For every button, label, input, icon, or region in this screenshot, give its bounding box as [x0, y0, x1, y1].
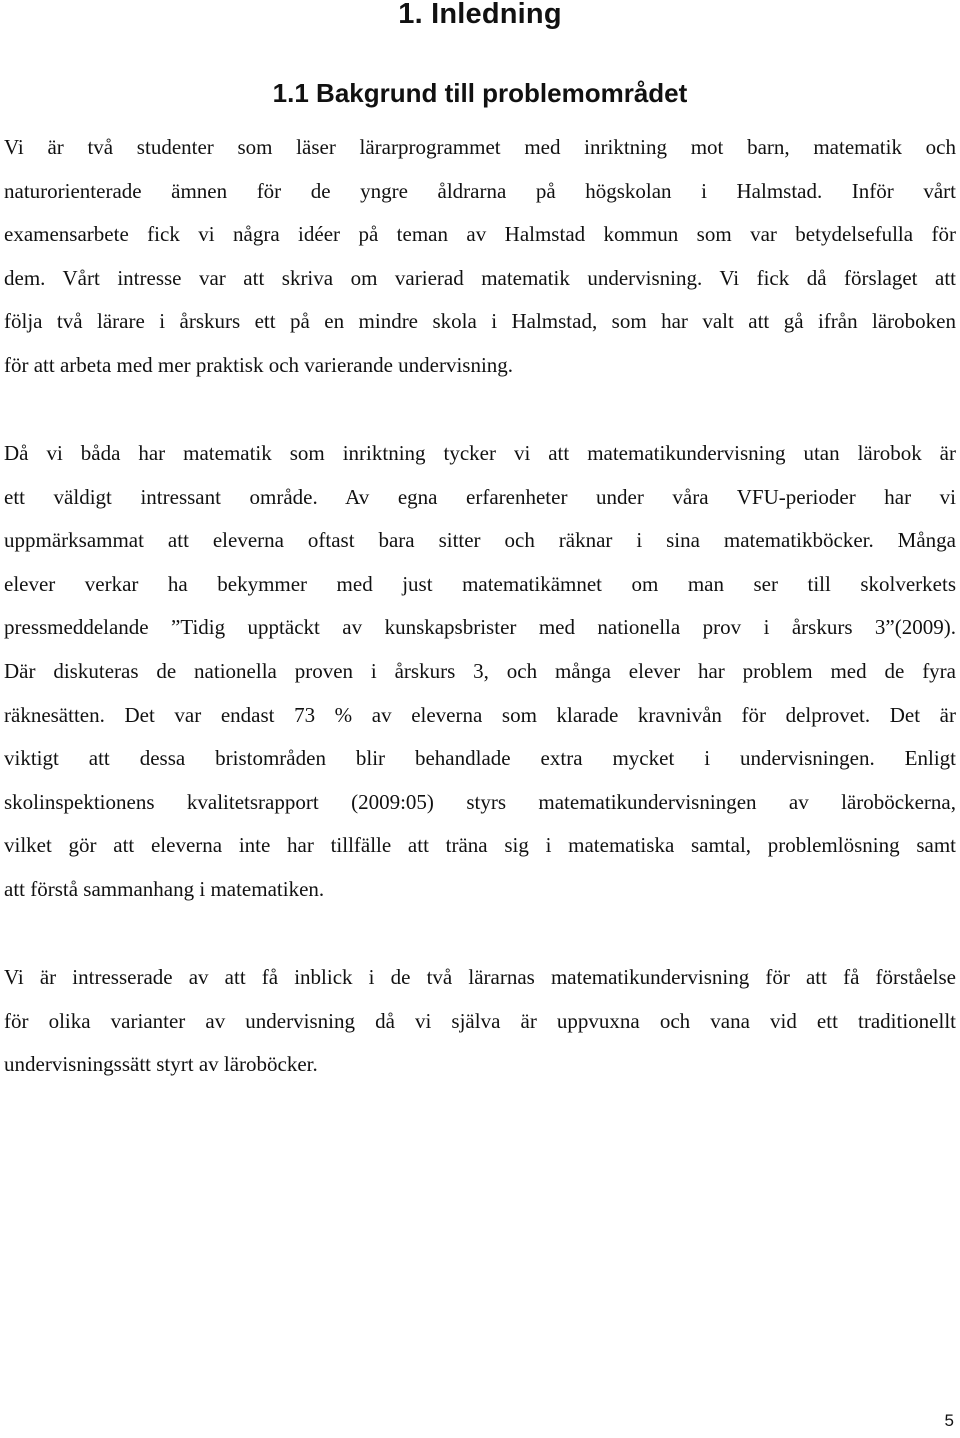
- paragraph-line: räknesätten. Det var endast 73 % av eleverna som klarade kravnivån för delprovet. Det är: [4, 702, 956, 727]
- paragraph-1: [4, 126, 956, 388]
- paragraph-line: elever verkar ha bekymmer med just matematikämnet om man ser till skolverkets: [4, 571, 956, 596]
- paragraph-line: pressmeddelande ”Tidig upptäckt av kunskapsbrister med nationella prov i årskurs 3”(2009).: [4, 615, 956, 640]
- paragraph-line: Där diskuteras de nationella proven i årskurs 3, och många elever har problem med de fyra: [4, 658, 956, 683]
- paragraph-2: [4, 432, 956, 912]
- paragraph-line: för olika varianter av undervisning då vi själva är uppvuxna och vana vid ett traditionellt: [4, 1008, 956, 1033]
- paragraph-line: följa två lärare i årskurs ett på en mindre skola i Halmstad, som har valt att gå ifrån läroboken: [4, 309, 956, 334]
- paragraph-3: [4, 956, 956, 1087]
- paragraph-line: vilket gör att eleverna inte har tillfälle att träna sig i matematiska samtal, problemlösning samt: [4, 833, 956, 858]
- paragraph-line: examensarbete fick vi några idéer på teman av Halmstad kommun som var betydelsefulla för: [4, 222, 956, 247]
- paragraph-line: uppmärksammat att eleverna oftast bara sitter och räknar i sina matematikböcker. Många: [4, 528, 956, 553]
- paragraph-line: dem. Vårt intresse var att skriva om varierad matematik undervisning. Vi fick då förslaget att: [4, 265, 956, 290]
- paragraph-line: för att arbeta med mer praktisk och varierande undervisning.: [4, 352, 514, 377]
- paragraph-line: undervisningssätt styrt av läroböcker.: [4, 1052, 318, 1077]
- paragraph-line: skolinspektionens kvalitetsrapport (2009:05) styrs matematikundervisningen av läroböckerna,: [4, 789, 956, 814]
- paragraph-line: viktigt att dessa bristområden blir behandlade extra mycket i undervisningen. Enligt: [4, 746, 956, 771]
- chapter-heading: 1. Inledning: [398, 0, 562, 30]
- paragraph-line: Då vi båda har matematik som inriktning tycker vi att matematikundervisning utan lärobok är: [4, 441, 956, 465]
- paragraph-line: naturorienterade ämnen för de yngre åldrarna på högskolan i Halmstad. Inför vårt: [4, 178, 956, 203]
- paragraph-line: Vi är två studenter som läser lärarprogrammet med inriktning mot barn, matematik och: [4, 135, 956, 159]
- paragraph-line: Vi är intresserade av att få inblick i de två lärarnas matematikundervisning för att få förståelse: [4, 965, 956, 989]
- paragraph-line: ett väldigt intressant område. Av egna erfarenheter under våra VFU-perioder har vi: [4, 484, 956, 509]
- section-heading: 1.1 Bakgrund till problemområdet: [272, 78, 688, 108]
- paragraph-line: att förstå sammanhang i matematiken.: [4, 876, 325, 901]
- page-number: 5: [944, 1411, 954, 1430]
